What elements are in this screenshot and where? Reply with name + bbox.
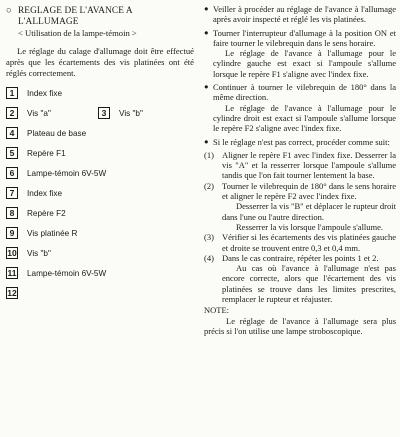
step-number: (4)	[204, 252, 214, 263]
legend-label: Vis "a"	[27, 108, 51, 118]
legend-label: Repère F1	[27, 148, 66, 158]
heading-line-2: L'ALLUMAGE	[18, 17, 79, 27]
step-3	[204, 232, 396, 253]
paragraph-text: Tourner l'interrupteur d'allumage à la position ON et faire tourner le vilebrequin dans le sens horaire.	[213, 27, 396, 48]
legend-label: Index fixe	[27, 188, 63, 198]
step-text: Dans le cas contraire, répéter les points 1 et 2.	[222, 252, 379, 263]
step-text: Desserrer la vis "B" et déplacer le rupteur droit dans l'une ou l'autre direction.	[222, 201, 396, 222]
legend-item-2	[6, 107, 51, 119]
legend-item-10	[6, 247, 51, 259]
legend-number-box: 8	[6, 207, 18, 219]
paragraph-text: Si le réglage n'est pas correct, procéder comme suit:	[213, 136, 390, 147]
legend-number-box: 3	[98, 107, 110, 119]
bullet-icon: ●	[204, 4, 209, 13]
step-text: Resserrer la vis lorsque l'ampoule s'allume.	[236, 221, 384, 232]
legend-number-box: 12	[7, 288, 17, 299]
section-heading	[6, 6, 194, 28]
step-number: (3)	[204, 232, 214, 243]
legend-item-11	[6, 267, 106, 279]
right-column	[204, 4, 396, 336]
legend-number-box: 4	[6, 127, 18, 139]
bullet-icon: ●	[204, 82, 209, 92]
legend-label: Vis "b"	[27, 248, 51, 258]
step-4	[204, 253, 396, 304]
paragraph-text: Le réglage de l'avance à l'allumage pour le cylindre droit est exact si l'ampoule s'allume lorsque le repère F2 s'aligne avec l'index fixe.	[213, 102, 396, 134]
bullet-icon: ●	[204, 27, 209, 37]
legend-item-9	[6, 227, 77, 239]
step-text: Au cas où l'avance à l'allumage n'est pas encore correcte, alors que l'écartement des vis platinées se trouve dans les limites prescrites, remplacer le rupteur et réajuster.	[222, 263, 396, 305]
step-text: Vérifier si les écartements des vis platinées gauche et droite se trouvent entre 0,3 et 0,4 mm.	[222, 232, 396, 253]
legend-item-1	[6, 87, 62, 99]
figure-legend	[6, 87, 194, 311]
left-column	[6, 6, 194, 311]
legend-number-box: 9	[6, 227, 18, 239]
legend-number-box: 11	[7, 268, 17, 279]
legend-item-3	[98, 107, 143, 119]
step-text: Aligner le repère F1 avec l'index fixe. Desserrer la vis "A" et la resserrer lorsque l'ampoule s'allume tandis que l'on fait tourner lentement la base.	[222, 149, 396, 181]
intro-paragraph: Le réglage du calage d'allumage doit être effectué après que les écartements des vis platinées ont été réglés correctement.	[6, 46, 194, 78]
paragraph-text: Le réglage de l'avance à l'allumage pour le cylindre gauche est exact si l'ampoule s'allume lorsque le repère F1 s'aligne avec l'index fixe.	[213, 48, 396, 79]
legend-number-box: 2	[6, 107, 18, 119]
legend-number-box: 7	[6, 187, 18, 199]
heading-bullet-icon: ○	[6, 6, 12, 16]
legend-label: Vis "b"	[119, 108, 143, 118]
procedure-paragraph-1	[204, 4, 396, 25]
step-1	[204, 150, 396, 181]
legend-label: Lampe-témoin 6V-5W	[27, 268, 107, 278]
legend-label: Plateau de base	[27, 128, 87, 138]
legend-label: Lampe-témoin 6V-5W	[27, 168, 107, 178]
legend-item-5	[6, 147, 66, 159]
legend-number-box: 5	[6, 147, 18, 159]
procedure-paragraph-3	[204, 82, 396, 133]
legend-number-box: 1	[6, 87, 18, 99]
legend-item-6	[6, 167, 106, 179]
legend-number-box: 6	[6, 167, 18, 179]
step-number: (1)	[204, 149, 214, 160]
legend-item-12	[6, 287, 27, 299]
legend-label: Index fixe	[27, 88, 63, 98]
legend-item-7	[6, 187, 62, 199]
section-subtitle: < Utilisation de la lampe-témoin >	[18, 28, 137, 38]
step-text: Tourner le vilebrequin de 180° dans le sens horaire et aligner le repère F2 avec l'index fixe.	[222, 180, 396, 202]
legend-label: Repère F2	[27, 208, 66, 218]
note-label: NOTE:	[204, 305, 230, 316]
procedure-paragraph-2	[204, 28, 396, 79]
heading-line-1: REGLAGE DE L'AVANCE A	[18, 6, 133, 16]
legend-number-box: 10	[7, 248, 17, 259]
step-number: (2)	[204, 180, 214, 191]
step-2	[204, 181, 396, 232]
legend-label: Vis platinée R	[27, 228, 78, 238]
legend-item-8	[6, 207, 66, 219]
procedure-paragraph-4	[204, 137, 396, 147]
paragraph-text: Veiller à procéder au réglage de l'avance à l'allumage après avoir inspecté et réglé les vis platinées.	[213, 4, 396, 25]
legend-item-4	[6, 127, 86, 139]
bullet-icon: ●	[204, 136, 209, 146]
note-text: Le réglage de l'avance à l'allumage sera plus précis si l'on utilise une lampe stroboscopique.	[204, 315, 396, 336]
paragraph-text: Continuer à tourner le vilebrequin de 180° dans la même direction.	[213, 82, 396, 103]
